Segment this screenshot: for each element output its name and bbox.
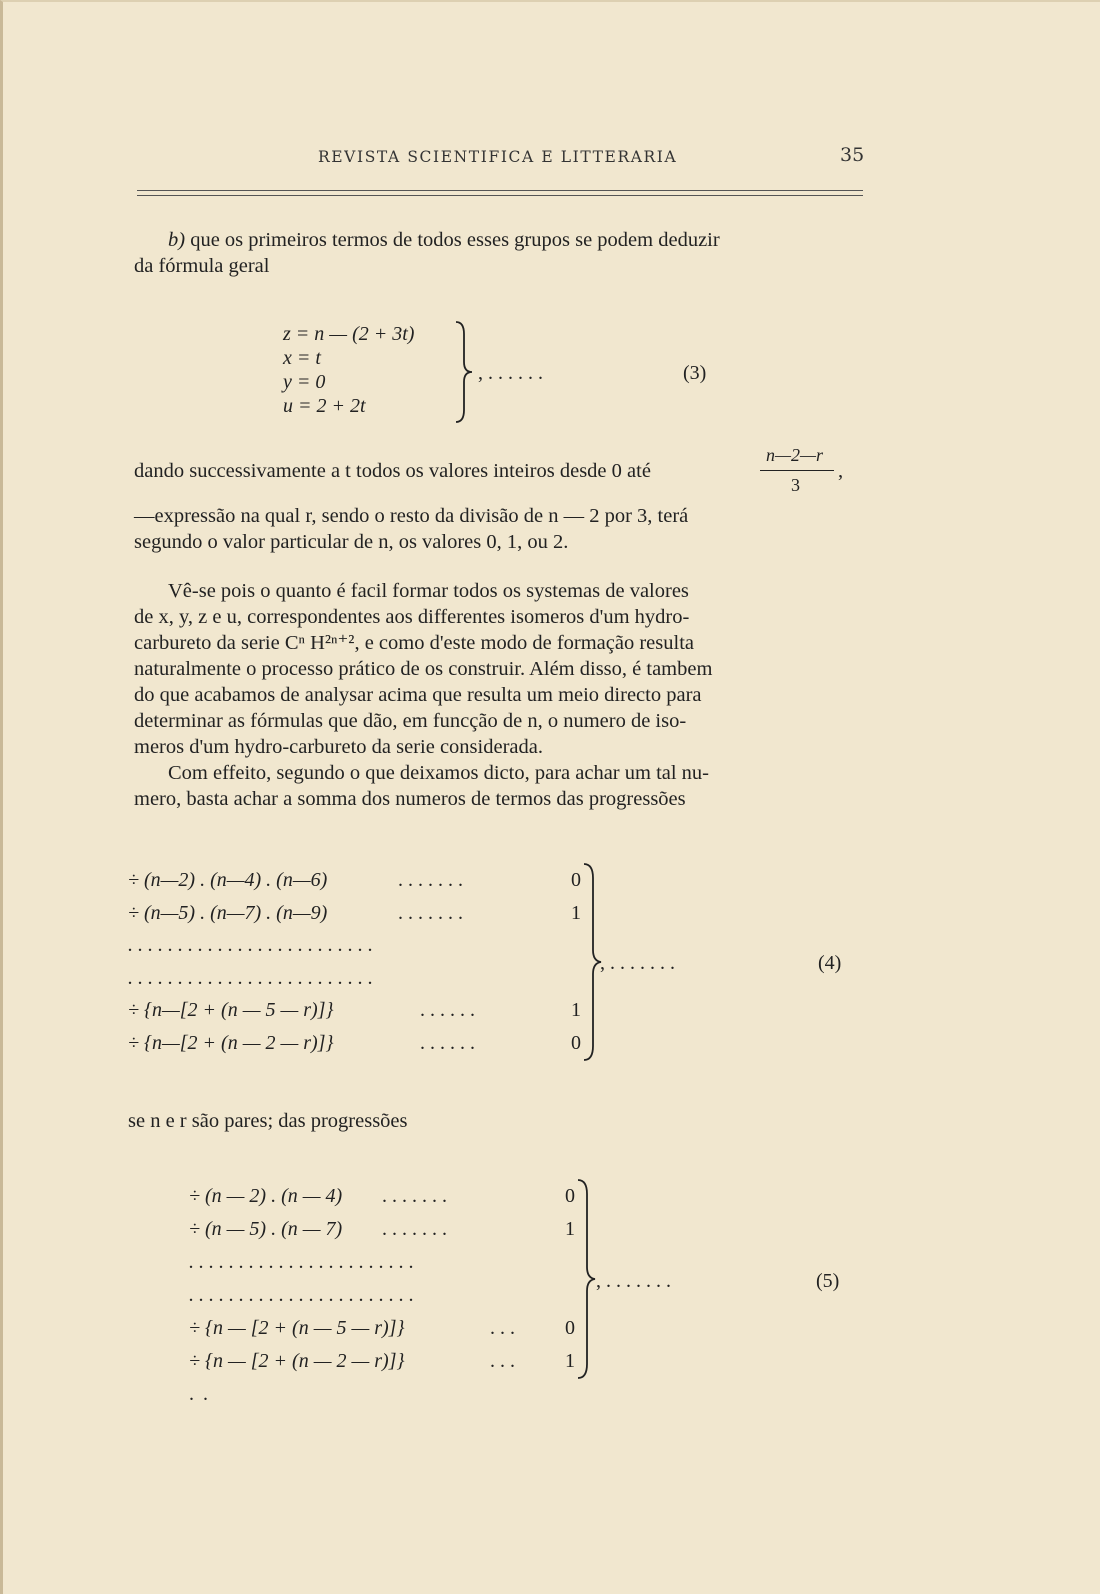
equation-4-expressions [128, 864, 373, 1059]
eq5-row: . . . . . . . . . . . . . . . . . . . . . . . [189, 1284, 414, 1306]
eq5-row: ÷ {n — [2 + (n — 5 — r)]} [189, 1317, 405, 1339]
eq5-dots: . . . . . . . [382, 1185, 447, 1207]
eq3-row-z: z = n — (2 + 3t) [283, 323, 415, 345]
eq4-dots: . . . . . . . [398, 901, 463, 924]
eq4-value: 1 [571, 901, 581, 924]
eq3-row-u: u = 2 + 2t [283, 395, 366, 417]
paragraph-vese-line: Vê-se pois o quanto é facil formar todos os systemas de valores [168, 580, 689, 602]
eq4-dots: . . . . . . [420, 1031, 475, 1054]
eq4-row: ÷ {n—[2 + (n — 2 — r)]} [128, 1031, 334, 1054]
equation-5-dots [382, 1180, 447, 1246]
eq4-dots: . . . . . . . [398, 869, 463, 891]
eq5-value: 1 [565, 1218, 575, 1240]
eq3-row-y: y = 0 [283, 371, 326, 393]
paragraph-dando-line3: segundo o valor particular de n, os valores 0, 1, ou 2. [134, 531, 569, 553]
fraction-comma: , [838, 460, 844, 482]
eq5-number: (5) [816, 1270, 840, 1292]
eq5-value: 0 [565, 1317, 575, 1339]
paragraph-vese-line: do que acabamos de analysar acima que resulta um meio directo para [134, 684, 702, 706]
eq5-row: . . . . . . . . . . . . . . . . . . . . . . . [189, 1251, 414, 1273]
eq4-number: (4) [818, 952, 842, 974]
paragraph-vese-line: de x, y, z e u, correspondentes aos differentes isomeros d'um hydro- [134, 606, 690, 628]
eq3-brace [452, 320, 476, 424]
eq5-row: ÷ {n — [2 + (n — 2 — r)]} [189, 1350, 405, 1372]
eq4-dots [398, 962, 463, 995]
eq4-value: 0 [571, 869, 581, 891]
eq5-leader: , . . . . . . . [596, 1270, 671, 1292]
eq4-dots [398, 929, 463, 962]
eq5-dots: . . . [490, 1350, 515, 1372]
equation-5-expressions [189, 1180, 414, 1411]
eq4-row: ÷ (n—5) . (n—7) . (n—9) [128, 901, 328, 924]
eq4-dots: . . . . . . [420, 999, 475, 1021]
paragraph-effeito-line: mero, basta achar a somma dos numeros de termos das progressões [134, 788, 686, 810]
fraction-numerator: n—2—r [766, 445, 824, 465]
paragraph-dando-body [134, 503, 864, 555]
paragraph-effeito-line: Com effeito, segundo o que deixamos dicto, para achar um tal nu- [168, 762, 710, 784]
header-rule-bottom [137, 195, 863, 196]
equation-3-rows [283, 322, 414, 418]
paragraph-vese-line: determinar as fórmulas que dão, em funcção de n, o numero de iso- [134, 710, 687, 732]
eq3-row-x: x = t [283, 347, 321, 369]
paragraph-b-line1: que os primeiros termos de todos esses grupos se podem deduzir [185, 229, 720, 251]
fraction-denominator: 3 [791, 475, 800, 495]
paragraph-dando-line1: dando successivamente a t todos os valores inteiros desde 0 até [134, 460, 651, 482]
paragraph-dando-line2: —expressão na qual r, sendo o resto da divisão de n — 2 por 3, terá [134, 505, 689, 527]
paragraph-vese-line: carbureto da serie Cⁿ H²ⁿ⁺², e como d'este modo de formação resulta [134, 632, 694, 654]
header-rule-top [137, 190, 863, 191]
eq4-value: 1 [571, 999, 581, 1021]
eq3-number: (3) [683, 362, 707, 384]
eq5-row: ÷ (n — 2) . (n — 4) [189, 1185, 343, 1207]
paragraph-vese-line: meros d'um hydro-carbureto da serie considerada. [134, 736, 543, 758]
equation-4-dots-lower [420, 994, 475, 1059]
eq5-value: 0 [565, 1185, 575, 1207]
eq4-row: ÷ {n—[2 + (n — 5 — r)]} [128, 999, 334, 1021]
equation-5-dots-lower [490, 1312, 515, 1378]
eq4-value: 0 [571, 1031, 581, 1054]
running-header: REVISTA SCIENTIFICA E LITTERARIA [318, 148, 678, 166]
paragraph-effeito [134, 760, 864, 812]
item-label: b) [168, 229, 186, 251]
paragraph-vese-line: naturalmente o processo prático de os construir. Além disso, é tambem [134, 658, 713, 680]
equation-4-dots [398, 864, 463, 994]
eq5-dots: . . . . . . . [382, 1218, 447, 1240]
eq5-trailing: . . [189, 1383, 210, 1405]
eq4-row: ÷ (n—2) . (n—4) . (n—6) [128, 869, 328, 891]
paragraph-b-line2: da fórmula geral [134, 255, 270, 277]
eq4-row: . . . . . . . . . . . . . . . . . . . . . . . . . [128, 934, 373, 956]
eq3-leader: , . . . . . . [478, 362, 543, 384]
eq4-row: . . . . . . . . . . . . . . . . . . . . . . . . . [128, 966, 373, 989]
eq5-row: ÷ (n — 5) . (n — 7) [189, 1218, 343, 1240]
eq5-brace [574, 1178, 598, 1380]
paragraph-vese [134, 578, 864, 760]
eq4-leader: , . . . . . . . [600, 952, 675, 974]
fraction-bar [760, 470, 834, 471]
paragraph-b [134, 227, 864, 279]
eq5-dots: . . . [490, 1317, 515, 1339]
page-number: 35 [840, 144, 865, 166]
eq5-value: 1 [565, 1350, 575, 1372]
paragraph-pares: se n e r são pares; das progressões [128, 1110, 408, 1132]
